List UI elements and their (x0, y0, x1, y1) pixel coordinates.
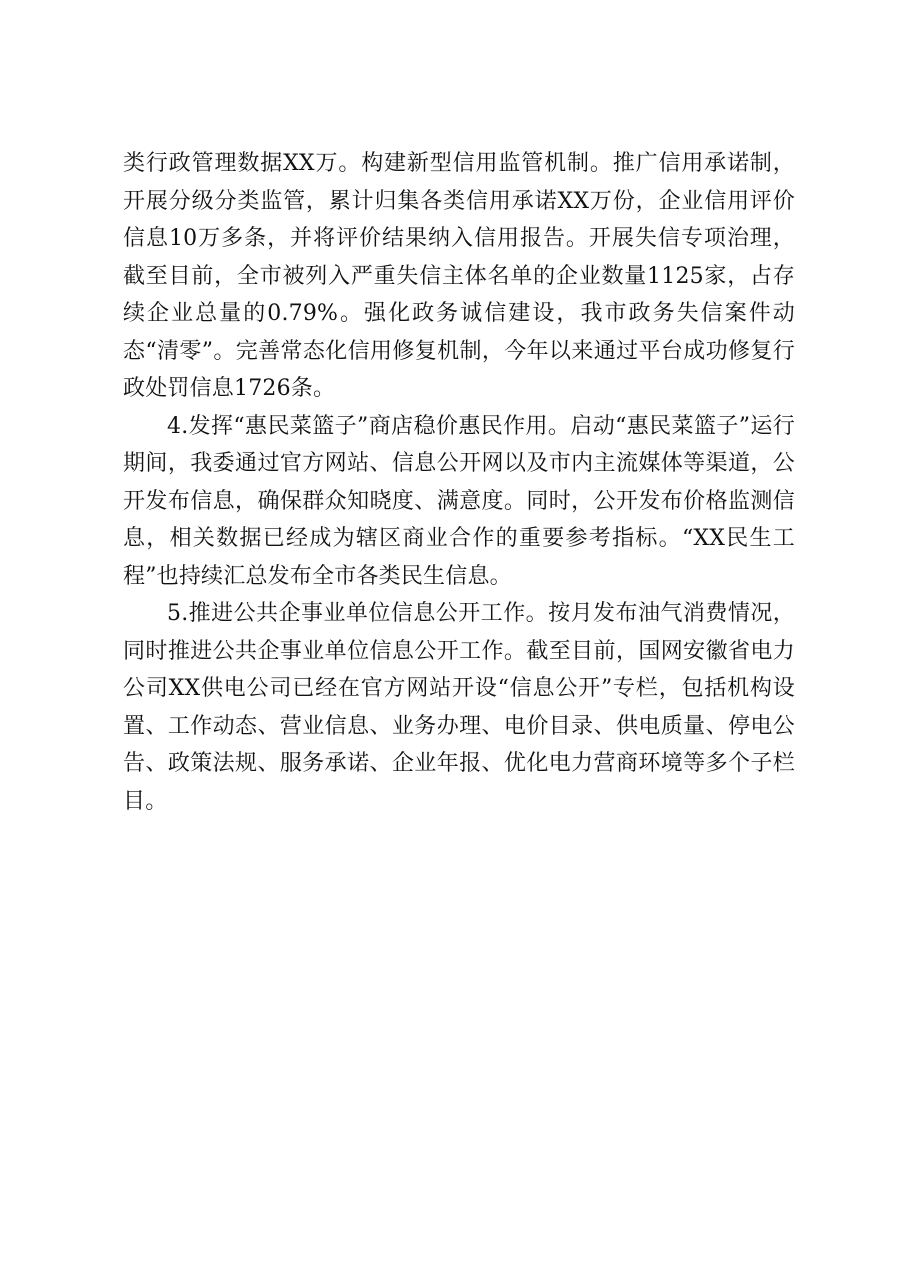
paragraph-vegetable-basket: 4.发挥“惠民菜篮子”商店稳价惠民作用。启动“惠民菜篮子”运行期间，我委通过官方网站、信息公开网以及市内主流媒体等渠道，公开发布信息，确保群众知晓度、满意度。同时，公开发布价格监测信息，相关数据已经成为辖区商业合作的重要参考指标。“XX民生工程”也持续汇总发布全市各类民生信息。 (123, 413, 795, 589)
document-body (123, 145, 795, 820)
paragraph-public-enterprise-disclosure: 5.推进公共企事业单位信息公开工作。按月发布油气消费情况，同时推进公共企事业单位信息公开工作。截至目前，国网安徽省电力公司XX供电公司已经在官方网站开设“信息公开”专栏，包括机构设置、工作动态、营业信息、业务办理、电价目录、供电质量、停电公告、政策法规、服务承诺、企业年报、优化电力营商环境等多个子栏目。 (123, 601, 795, 814)
paragraph-credit-supervision: 类行政管理数据XX万。构建新型信用监管机制。推广信用承诺制，开展分级分类监管，累计归集各类信用承诺XX万份，企业信用评价信息10万多条，并将评价结果纳入信用报告。开展失信专项治理，截至目前，全市被列入严重失信主体名单的企业数量1125家，占存续企业总量的0.79%。强化政务诚信建设，我市政务失信案件动态“清零”。完善常态化信用修复机制，今年以来通过平台成功修复行政处罚信息1726条。 (123, 151, 795, 401)
